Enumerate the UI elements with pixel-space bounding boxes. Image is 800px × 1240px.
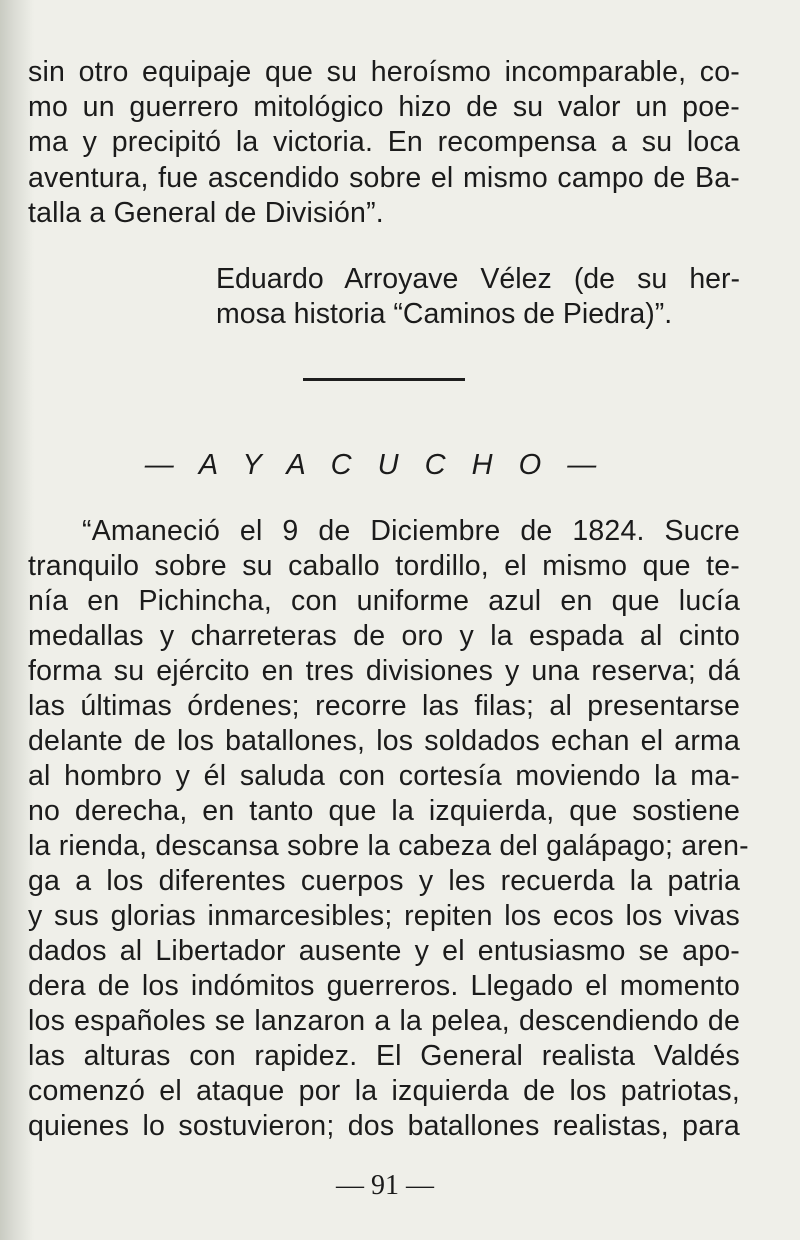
quote-line: sin otro equipaje que su heroísmo incomparable, co- — [28, 56, 740, 88]
body-line: ga a los diferentes cuerpos y les recuerda la patria — [28, 865, 740, 897]
body-line: tranquilo sobre su caballo tordillo, el mismo que te- — [28, 550, 740, 582]
body-line: forma su ejército en tres divisiones y una reserva; dá — [28, 655, 740, 687]
body-line: medallas y charreteras de oro y la espada al cinto — [28, 620, 740, 652]
section-divider — [303, 378, 465, 381]
body-line: y sus glorias inmarcesibles; repiten los ecos los vivas — [28, 900, 740, 932]
body-line-first: “Amaneció el 9 de Diciembre de 1824. Sucre — [82, 515, 740, 547]
body-line: no derecha, en tanto que la izquierda, que sostiene — [28, 795, 740, 827]
body-line: dera de los indómitos guerreros. Llegado el momento — [28, 970, 740, 1002]
body-line: delante de los batallones, los soldados echan el arma — [28, 725, 740, 757]
section-title: — A Y A C U C H O — — [144, 449, 606, 481]
attribution-line: Eduardo Arroyave Vélez (de su her- — [216, 263, 740, 295]
quote-line: aventura, fue ascendido sobre el mismo campo de Ba- — [28, 162, 740, 194]
body-line: comenzó el ataque por la izquierda de los patriotas, — [28, 1075, 740, 1107]
quote-line: ma y precipitó la victoria. En recompensa a su loca — [28, 126, 740, 158]
body-line: las alturas con rapidez. El General realista Valdés — [28, 1040, 740, 1072]
page-number: — 91 — — [336, 1170, 434, 1201]
quote-line: mo un guerrero mitológico hizo de su valor un poe- — [28, 91, 740, 123]
attribution-line-last: mosa historia “Caminos de Piedra)”. — [216, 298, 673, 330]
body-line: nía en Pichincha, con uniforme azul en que lucía — [28, 585, 740, 617]
body-line: dados al Libertador ausente y el entusiasmo se apo- — [28, 935, 740, 967]
body-line: al hombro y él saluda con cortesía moviendo la ma- — [28, 760, 740, 792]
body-line: quienes lo sostuvieron; dos batallones realistas, para — [28, 1110, 740, 1142]
body-line: la rienda, descansa sobre la cabeza del galápago; aren- — [28, 830, 749, 862]
body-line: las últimas órdenes; recorre las filas; al presentarse — [28, 690, 740, 722]
body-line: los españoles se lanzaron a la pelea, descendiendo de — [28, 1005, 740, 1037]
quote-line-last: talla a General de División”. — [28, 197, 384, 229]
